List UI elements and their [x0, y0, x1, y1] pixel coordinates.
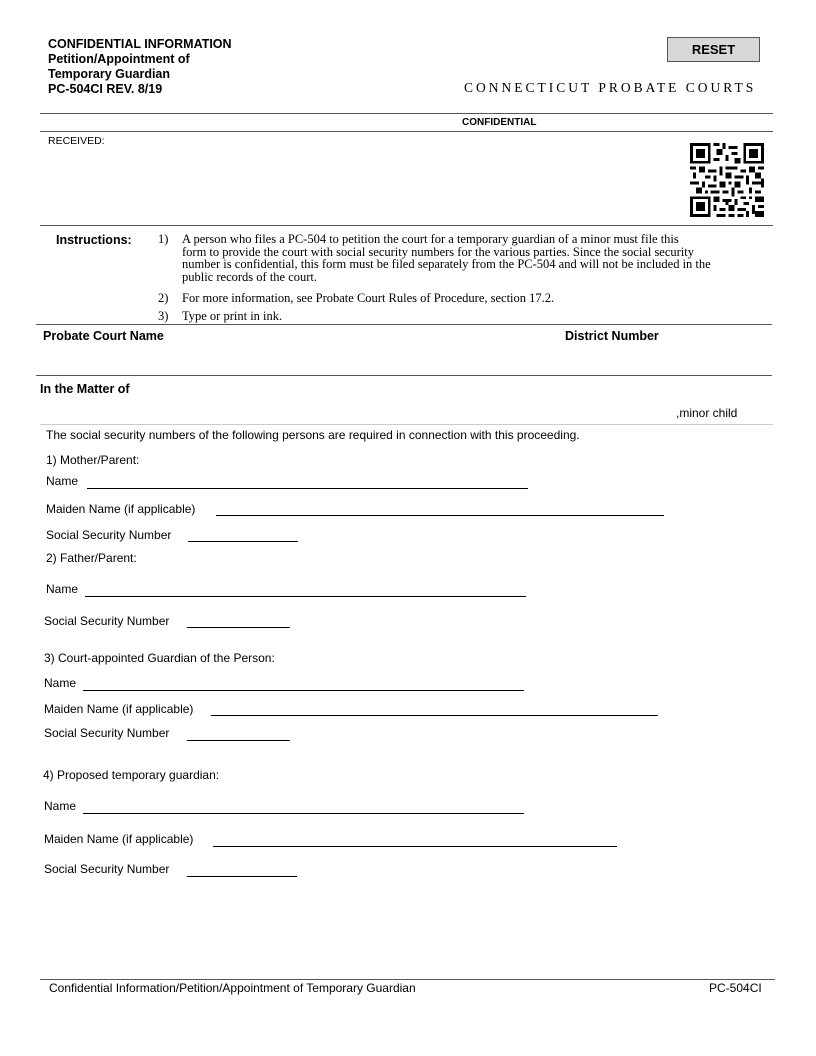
probate-court-name-label: Probate Court Name — [43, 329, 164, 343]
father-ssn-label: Social Security Number — [44, 614, 170, 628]
divider — [40, 113, 773, 114]
received-label: RECEIVED: — [48, 135, 105, 147]
instruction-number: 3) — [158, 309, 169, 323]
instruction-number: 1) — [158, 232, 169, 246]
divider — [36, 324, 772, 325]
qr-code-icon — [690, 143, 764, 217]
matter-label: In the Matter of — [40, 382, 130, 396]
footer-title: Confidential Information/Petition/Appointment of Temporary Guardian — [49, 981, 416, 995]
temporary-name-field[interactable] — [83, 813, 524, 814]
instruction-item — [182, 310, 282, 323]
mother-maiden-field[interactable] — [216, 515, 664, 516]
temporary-ssn-field[interactable] — [187, 876, 297, 877]
district-number-label: District Number — [565, 329, 659, 343]
temporary-section-title: 4) Proposed temporary guardian: — [43, 768, 220, 782]
instruction-line: number is confidential, this form must be filed separately from the PC-504 and will not be included in the — [182, 257, 711, 271]
mother-name-label: Name — [46, 474, 79, 488]
instruction-line: public records of the court. — [182, 269, 318, 284]
footer-form-id: PC-504CI — [709, 981, 762, 995]
reset-button[interactable]: RESET — [667, 37, 760, 62]
father-section-title: 2) Father/Parent: — [46, 551, 137, 565]
footer-divider — [40, 979, 775, 980]
temporary-maiden-field[interactable] — [213, 846, 617, 847]
instruction-line: Type or print in ink. — [182, 309, 283, 323]
divider — [40, 424, 773, 425]
guardian-name-field[interactable] — [83, 690, 524, 691]
instruction-line: A person who files a PC-504 to petition the court for a temporary guardian of a minor must file this — [182, 232, 679, 246]
guardian-ssn-field[interactable] — [187, 740, 290, 741]
guardian-maiden-field[interactable] — [211, 715, 658, 716]
intro-text: The social security numbers of the following persons are required in connection with this proceeding. — [46, 428, 580, 442]
mother-ssn-label: Social Security Number — [46, 528, 172, 542]
temporary-ssn-label: Social Security Number — [44, 862, 170, 876]
instruction-number: 2) — [158, 291, 169, 305]
header-block — [48, 37, 232, 97]
instruction-line: For more information, see Probate Court Rules of Procedure, section 17.2. — [182, 291, 555, 305]
divider — [40, 225, 773, 226]
instructions-title: Instructions: — [56, 233, 132, 247]
courts-title: CONNECTICUT PROBATE COURTS — [464, 80, 757, 95]
confidential-label: CONFIDENTIAL — [462, 117, 537, 128]
confidential-info-title: CONFIDENTIAL INFORMATION — [48, 37, 232, 51]
father-name-label: Name — [46, 582, 79, 596]
guardian-maiden-label: Maiden Name (if applicable) — [44, 702, 194, 716]
instruction-item — [182, 292, 554, 305]
form-title-line1: Petition/Appointment of — [48, 52, 190, 66]
mother-section-title: 1) Mother/Parent: — [46, 453, 140, 467]
instruction-line: form to provide the court with social security numbers for the various parties. Since the social security — [182, 244, 695, 259]
mother-name-field[interactable] — [87, 488, 528, 489]
guardian-name-label: Name — [44, 676, 77, 690]
instruction-item — [182, 233, 792, 283]
father-name-field[interactable] — [85, 596, 526, 597]
divider — [40, 131, 773, 132]
mother-maiden-label: Maiden Name (if applicable) — [46, 502, 196, 516]
form-title-line2: Temporary Guardian — [48, 67, 171, 81]
guardian-ssn-label: Social Security Number — [44, 726, 170, 740]
guardian-section-title: 3) Court-appointed Guardian of the Person: — [44, 651, 275, 665]
form-id: PC-504CI REV. 8/19 — [48, 82, 163, 96]
mother-ssn-field[interactable] — [188, 541, 298, 542]
divider — [36, 375, 772, 376]
father-ssn-field[interactable] — [187, 627, 290, 628]
temporary-maiden-label: Maiden Name (if applicable) — [44, 832, 194, 846]
temporary-name-label: Name — [44, 799, 77, 813]
minor-child-label: ,minor child — [676, 406, 738, 420]
